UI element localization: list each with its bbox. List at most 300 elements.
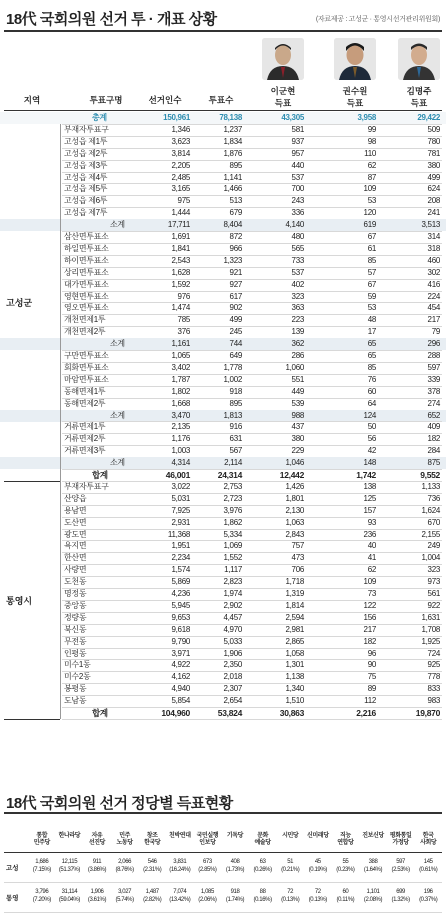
table-row: [0, 671, 446, 683]
cell-v1: 733: [291, 255, 304, 265]
party-vote-cell: 63 (0.26%): [253, 859, 272, 873]
cell-voters: 4,940: [171, 684, 190, 694]
header-underline: [4, 110, 442, 111]
cell-v2: 122: [363, 600, 376, 610]
candidate-photo-1: [262, 38, 304, 80]
table-row: [0, 636, 446, 648]
cell-turnout: 5,033: [223, 636, 242, 646]
cell-v1: 243: [291, 196, 304, 206]
cell-v1: 757: [291, 541, 304, 551]
cell-v3: 670: [427, 517, 440, 527]
cell-turnout: 2,723: [223, 493, 242, 503]
cell-turnout: 918: [229, 386, 242, 396]
cell-label: 하이면투표소: [64, 255, 109, 265]
party-name: 창조 한국당: [144, 833, 161, 846]
cell-voters: 9,790: [171, 636, 190, 646]
cell-v2: 93: [367, 517, 376, 527]
cell-turnout: 617: [229, 291, 242, 301]
cell-turnout: 895: [229, 160, 242, 170]
party-vote-cell: 45 (0.19%): [308, 859, 327, 873]
cell-label: 삼산면투표소: [64, 232, 109, 241]
table-row: [0, 624, 446, 636]
cell-v2: 217: [363, 624, 376, 634]
cell-v2: 90: [367, 660, 376, 670]
cell-label: 거류면제1투: [64, 422, 106, 432]
cell-turnout: 927: [229, 279, 242, 289]
cell-v3: 79: [431, 327, 440, 337]
cell-v3: 409: [427, 422, 440, 432]
table-row: [0, 362, 446, 374]
table-row: [0, 314, 446, 326]
cell-voters: 1,176: [171, 434, 190, 444]
cell-v1: 539: [291, 398, 304, 408]
source-note: (자료제공 : 고성군 · 통영시선거관리위원회): [315, 16, 440, 23]
cell-turnout: 649: [229, 351, 242, 360]
cell-voters: 1,691: [171, 232, 190, 241]
cell-label: 도천동: [64, 577, 87, 587]
cell-turnout: 1,069: [223, 541, 242, 551]
page-title: 18代 국회의원 선거 투 · 개표 상황: [6, 11, 217, 28]
table-row: [0, 433, 446, 445]
cell-turnout: 2,902: [223, 600, 242, 610]
cell-voters: 5,854: [171, 696, 190, 706]
cell-v3: 380: [427, 160, 440, 170]
cell-v2: 75: [367, 672, 376, 682]
table-row: [0, 529, 446, 541]
cell-voters: 1,065: [171, 351, 190, 360]
cell-v3: 314: [427, 232, 440, 241]
party-vote-cell: 51 (0.21%): [281, 859, 300, 873]
cell-v3: 284: [427, 446, 440, 456]
cell-turnout: 5,334: [223, 529, 242, 539]
cell-turnout: 1,906: [223, 648, 242, 658]
cell-voters: 2,485: [171, 172, 190, 182]
cell-v2: 50: [367, 422, 376, 432]
cell-v3: 182: [427, 434, 440, 444]
cell-v2: 60: [367, 386, 376, 396]
party-name: 직능 연합당: [337, 833, 354, 846]
cell-label: 소계: [110, 410, 125, 420]
cell-v3: 378: [427, 386, 440, 396]
subtotal-row: [0, 338, 446, 350]
cell-v1: 937: [291, 136, 304, 146]
table-row: [0, 648, 446, 660]
region-label: 통영시: [6, 595, 33, 606]
cell-v2: 40: [367, 541, 376, 551]
cell-voters: 1,787: [171, 374, 190, 384]
cell-v3: 561: [427, 589, 440, 598]
cell-turnout: 916: [229, 422, 242, 432]
cell-v2: 3,958: [357, 113, 376, 122]
cell-v2: 112: [364, 696, 376, 706]
party-vote-cell: 388 (1.64%): [363, 859, 383, 873]
party-name: 문화 예술당: [254, 833, 271, 846]
cell-turnout: 513: [229, 196, 242, 206]
party-vote-cell: 1,085 (2.06%): [198, 889, 217, 903]
cell-v2: 76: [367, 374, 376, 384]
cell-voters: 3,402: [171, 362, 190, 372]
cell-turnout: 744: [229, 339, 242, 349]
party-vote-cell: 1,686 (7.15%): [32, 859, 51, 873]
party-vote-cell: 7,074 (13.42%): [169, 889, 191, 903]
table-row: [0, 195, 446, 207]
cell-v1: 323: [291, 291, 304, 301]
cell-label: 정량동: [64, 612, 87, 622]
cell-v2: 61: [367, 243, 376, 253]
cell-v1: 1,301: [285, 660, 304, 670]
cell-label: 인평동: [64, 648, 87, 658]
cell-label: 개천면제1투: [64, 315, 106, 325]
cell-v1: 1,510: [285, 696, 304, 706]
cell-v3: 296: [427, 339, 440, 349]
cell-voters: 785: [177, 315, 190, 325]
title-underline: [4, 30, 442, 32]
cell-v1: 1,058: [285, 648, 304, 658]
cell-voters: 104,960: [161, 708, 190, 718]
cell-label: 거류면제2투: [64, 434, 106, 444]
cell-v2: 48: [367, 315, 376, 325]
cell-label: 북신동: [64, 624, 87, 634]
table-row: [0, 172, 446, 184]
party-name: 자유 선진당: [88, 833, 106, 846]
cell-v1: 1,063: [285, 517, 304, 527]
cell-v1: 2,594: [285, 612, 304, 622]
party-vote-cell: 597 (2.53%): [391, 859, 410, 873]
table-row: [0, 302, 446, 314]
cell-voters: 4,162: [171, 672, 190, 682]
cell-label: 총계: [92, 113, 107, 122]
cell-v3: 9,552: [420, 470, 440, 480]
cell-v1: 4,140: [285, 220, 304, 230]
cell-turnout: 1,552: [223, 553, 242, 563]
cell-label: 고성읍 제1투: [64, 136, 108, 146]
cell-v2: 64: [367, 398, 376, 408]
cell-v2: 619: [363, 220, 376, 230]
cell-voters: 4,236: [171, 589, 190, 598]
cell-turnout: 895: [229, 398, 242, 408]
table-row: [0, 695, 446, 707]
cell-v1: 957: [291, 148, 304, 158]
cell-voters: 975: [177, 196, 190, 206]
table-row: [0, 267, 446, 279]
cell-label: 영현면투표소: [64, 291, 109, 301]
cell-label: 하일면투표소: [64, 243, 109, 253]
cell-label: 대가면투표소: [64, 279, 109, 289]
cell-v1: 1,718: [285, 577, 304, 587]
cell-v3: 274: [427, 398, 440, 408]
cell-v3: 318: [427, 243, 440, 253]
table-row: [0, 374, 446, 386]
cell-v3: 780: [427, 136, 440, 146]
cell-voters: 9,618: [171, 624, 190, 634]
cell-turnout: 1,002: [223, 374, 242, 384]
table-row: [0, 231, 446, 243]
cell-turnout: 499: [229, 315, 242, 325]
cell-v2: 17: [367, 327, 376, 337]
cell-v3: 323: [427, 565, 440, 575]
party-name: 국민실행 인보당: [196, 833, 219, 846]
cell-v1: 1,046: [285, 458, 304, 468]
cell-turnout: 872: [229, 232, 242, 241]
cell-label: 고성읍 제2투: [64, 148, 108, 158]
cell-v3: 509: [427, 124, 440, 134]
cell-voters: 1,841: [171, 243, 190, 253]
table-row: [0, 160, 446, 172]
cell-voters: 3,470: [171, 410, 190, 420]
cell-v1: 336: [291, 208, 304, 218]
cell-v2: 109: [363, 577, 376, 587]
cell-label: 미수2동: [64, 672, 91, 682]
cell-v2: 98: [367, 136, 376, 146]
cell-voters: 2,931: [171, 517, 190, 527]
party-name: 통합 민주당: [33, 833, 50, 846]
cell-v2: 125: [363, 493, 376, 503]
table-row: [0, 243, 446, 255]
party-vote-cell: 60 (0.11%): [336, 889, 355, 903]
cell-v2: 120: [363, 208, 376, 218]
party-name: 진보신당: [362, 833, 384, 839]
cell-v2: 85: [367, 255, 376, 265]
party-vote-cell: 408 (1.73%): [225, 859, 245, 873]
cell-turnout: 966: [229, 243, 242, 253]
cell-v2: 124: [363, 410, 376, 420]
cell-label: 고성읍 제4투: [64, 172, 108, 182]
cell-label: 거류면제3투: [64, 446, 106, 456]
cell-v2: 1,742: [356, 470, 376, 480]
party-vote-cell: 145 (0.61%): [419, 859, 438, 873]
cell-turnout: 1,974: [223, 589, 242, 598]
cell-v3: 19,870: [415, 708, 440, 718]
table-row: [0, 291, 446, 303]
cell-voters: 1,474: [171, 303, 190, 313]
party-name: 평화통일 가정당: [389, 833, 412, 846]
cell-label: 개천면제2투: [64, 327, 106, 337]
cell-v2: 85: [367, 362, 376, 372]
cell-turnout: 78,138: [219, 113, 242, 122]
cell-v1: 2,130: [285, 505, 304, 515]
table-row: [0, 576, 446, 588]
cell-v1: 565: [291, 243, 304, 253]
cell-v1: 380: [291, 434, 304, 444]
cell-v1: 1,801: [285, 493, 304, 503]
party-name: 친박연대: [169, 833, 191, 839]
cell-v2: 67: [367, 232, 376, 241]
cell-label: 명정동: [64, 589, 87, 598]
cell-voters: 1,951: [171, 541, 190, 551]
cell-v1: 43,305: [281, 113, 304, 122]
cell-turnout: 2,018: [223, 672, 242, 682]
cell-v1: 12,442: [279, 470, 304, 480]
candidate-name-1: 이군현: [270, 86, 296, 96]
cell-label: 용남면: [64, 505, 87, 515]
cell-v2: 53: [367, 303, 376, 313]
cell-v3: 925: [427, 660, 440, 670]
candidate-name-2: 권수원: [342, 86, 368, 96]
region-label: 고성군: [6, 298, 33, 309]
cell-v2: 87: [367, 172, 376, 182]
cell-v1: 2,843: [285, 529, 304, 539]
cell-voters: 1,161: [171, 339, 190, 349]
cell-label: 산양읍: [64, 493, 87, 503]
cell-v1: 286: [291, 351, 304, 360]
cell-label: 고성읍 제5투: [64, 184, 108, 194]
cell-label: 도산면: [64, 517, 87, 527]
cell-turnout: 1,323: [223, 255, 242, 265]
table-row: [0, 421, 446, 433]
candidate-photo-2: [334, 38, 376, 80]
region-divider: [4, 719, 60, 720]
cell-v2: 53: [367, 196, 376, 206]
party-name: 한나라당: [58, 833, 81, 839]
party-vote-cell: 72 (0.13%): [281, 889, 300, 903]
cell-turnout: 1,778: [223, 362, 242, 372]
party-name: 기독당: [226, 833, 244, 839]
cell-turnout: 1,876: [223, 148, 242, 158]
candidate-votes-label-1: 득표: [274, 98, 292, 108]
party-vote-cell: 31,114 (59.04%): [58, 889, 80, 903]
cell-v3: 339: [427, 374, 440, 384]
table-row: [0, 481, 446, 493]
cell-label: 구만면투표소: [64, 351, 109, 360]
party-region-label: 고성: [6, 865, 19, 872]
cell-voters: 1,346: [171, 124, 190, 134]
cell-v2: 67: [367, 279, 376, 289]
party-vote-cell: 673 (2.85%): [198, 859, 217, 873]
cell-turnout: 24,314: [217, 470, 242, 480]
cell-v3: 249: [427, 541, 440, 551]
cell-label: 중앙동: [64, 600, 87, 610]
cell-v3: 724: [427, 648, 440, 658]
cell-turnout: 2,654: [223, 696, 242, 706]
cell-v3: 736: [427, 493, 440, 503]
cell-voters: 2,135: [171, 422, 190, 432]
table-row: [0, 517, 446, 529]
cell-label: 무전동: [64, 636, 87, 646]
cell-v3: 499: [427, 172, 440, 182]
party-vote-cell: 1,101 (2.08%): [363, 889, 383, 903]
cell-v1: 1,340: [285, 684, 304, 694]
table-row: [0, 564, 446, 576]
cell-v3: 302: [427, 267, 440, 277]
cell-label: 부재자투표구: [64, 481, 109, 491]
cell-label: 소계: [110, 458, 125, 468]
party-name: 민주 노동당: [116, 833, 133, 846]
cell-v1: 1,138: [285, 672, 304, 682]
party-name: 시민당: [282, 833, 299, 839]
cell-v3: 217: [427, 315, 440, 325]
cell-voters: 5,869: [171, 577, 190, 587]
cell-voters: 17,711: [167, 220, 190, 230]
cell-v3: 416: [427, 279, 440, 289]
cell-v3: 208: [427, 196, 440, 206]
party-vote-cell: 12,115 (51.37%): [58, 859, 80, 873]
cell-v3: 833: [427, 684, 440, 694]
cell-voters: 4,314: [171, 458, 190, 468]
cell-v2: 182: [363, 636, 376, 646]
region-total-row: [0, 469, 446, 481]
cell-voters: 3,165: [171, 184, 190, 194]
cell-turnout: 245: [229, 327, 242, 337]
cell-v2: 41: [367, 553, 376, 563]
cell-label: 마암면투표소: [64, 374, 109, 384]
table-row: [0, 445, 446, 457]
cell-v2: 148: [363, 458, 376, 468]
cell-label: 영오면투표소: [64, 303, 109, 313]
cell-label: 합계: [92, 708, 108, 718]
table-row: [0, 183, 446, 195]
cell-label: 회화면투표소: [64, 362, 109, 372]
cell-voters: 4,922: [171, 660, 190, 670]
cell-label: 동해면제1투: [64, 386, 106, 396]
cell-v3: 973: [427, 577, 440, 587]
cell-voters: 1,668: [171, 398, 190, 408]
cell-turnout: 1,862: [223, 517, 242, 527]
region-vertical-divider: [60, 481, 61, 719]
cell-voters: 1,628: [171, 267, 190, 277]
cell-turnout: 1,813: [223, 410, 242, 420]
cell-v1: 440: [291, 160, 304, 170]
party-vote-cell: 918 (1.74%): [225, 889, 245, 903]
party-vote-cell: 196 (0.37%): [419, 889, 438, 903]
cell-label: 동해면제2투: [64, 398, 106, 408]
table-row: [0, 612, 446, 624]
cell-v1: 1,060: [285, 362, 304, 372]
cell-v3: 1,708: [421, 624, 440, 634]
subtotal-row: [0, 457, 446, 469]
cell-turnout: 1,117: [224, 565, 242, 575]
cell-voters: 11,368: [167, 529, 190, 539]
cell-voters: 376: [177, 327, 190, 337]
cell-v3: 781: [427, 148, 440, 158]
cell-v1: 551: [291, 374, 304, 384]
cell-v2: 62: [367, 565, 376, 575]
cell-turnout: 3,976: [223, 505, 242, 515]
table-row: [0, 386, 446, 398]
party-name: 신미래당: [307, 833, 329, 839]
cell-v1: 700: [291, 184, 304, 194]
table-row: [0, 326, 446, 338]
cell-v3: 875: [427, 458, 440, 468]
party-section-title: 18代 국회의원 선거 정당별 득표현황: [6, 795, 233, 812]
cell-turnout: 921: [229, 267, 242, 277]
cell-turnout: 567: [229, 446, 242, 456]
table-row: [0, 207, 446, 219]
cell-voters: 1,003: [171, 446, 190, 456]
table-row: [0, 659, 446, 671]
cell-voters: 2,234: [171, 553, 190, 563]
party-vote-cell: 3,027 (5.74%): [115, 889, 134, 903]
cell-voters: 150,961: [163, 113, 190, 122]
cell-turnout: 2,114: [224, 458, 242, 468]
candidate-votes-label-3: 득표: [410, 98, 428, 108]
party-vote-cell: 1,487 (2.82%): [143, 889, 162, 903]
cell-v3: 241: [427, 208, 440, 218]
cell-v2: 42: [367, 446, 376, 456]
cell-v1: 449: [291, 386, 304, 396]
cell-v2: 156: [363, 612, 376, 622]
cell-v2: 62: [367, 160, 376, 170]
cell-label: 고성읍 제3투: [64, 160, 108, 170]
subtotal-row: [0, 219, 446, 231]
party-row-divider: [4, 882, 442, 883]
header-turnout: 투표수: [208, 95, 234, 105]
party-vote-cell: 3,796 (7.20%): [32, 889, 51, 903]
table-row: [0, 148, 446, 160]
cell-v3: 1,925: [421, 636, 440, 646]
cell-voters: 7,925: [171, 505, 190, 515]
cell-turnout: 4,457: [223, 612, 242, 622]
party-name: 한국 사회당: [420, 833, 437, 846]
